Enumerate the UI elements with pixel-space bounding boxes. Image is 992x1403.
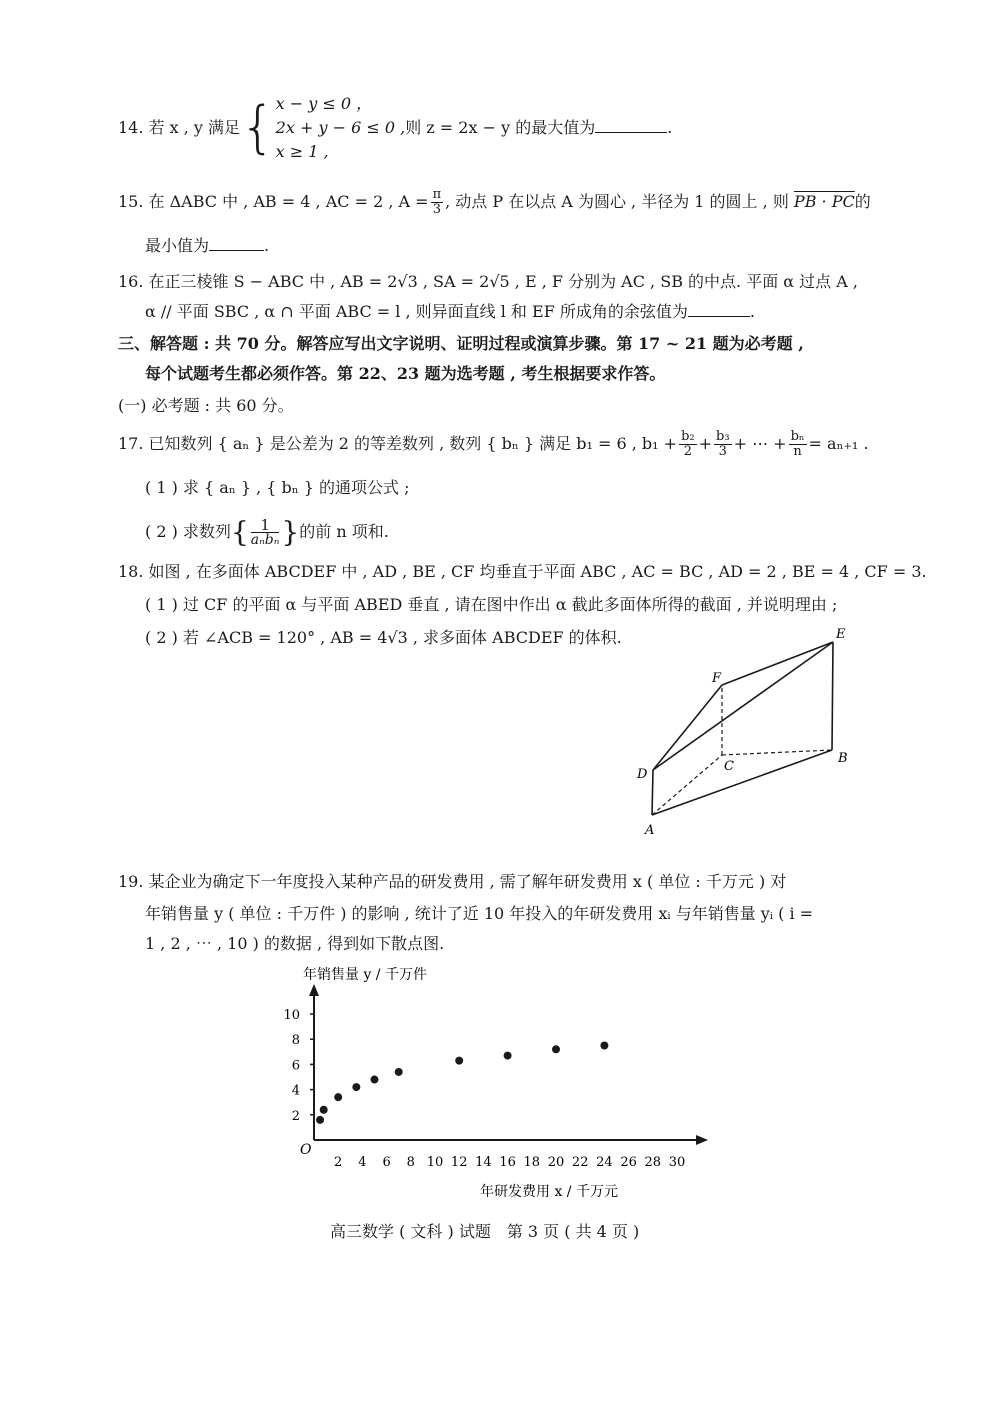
q17-frac-2 <box>714 430 732 459</box>
vertex-label-D: D <box>637 767 648 782</box>
x-axis-arrow-icon <box>696 1135 708 1145</box>
x-tick-label: 22 <box>571 1155 589 1170</box>
q14-stem: 14. 若 x , y 满足 <box>118 118 241 137</box>
x-tick-label: 8 <box>406 1155 415 1170</box>
question-17-part-1: ( 1 ) 求 { aₙ } , { bₙ } 的通项公式 ; <box>145 478 410 497</box>
q17-plus: + <box>698 434 713 453</box>
vertex-label-E: E <box>836 627 846 642</box>
y-tick-label: 6 <box>291 1058 300 1074</box>
x-tick-label: 30 <box>668 1155 686 1170</box>
q17-part-a: 17. 已知数列 { aₙ } 是公差为 2 的等差数列 , 数列 { bₙ } 满足 b₁ = 6 , b₁ + <box>118 434 678 453</box>
x-tick-label: 10 <box>426 1155 444 1170</box>
x-tick-label: 16 <box>499 1155 516 1170</box>
question-16-line1: 16. 在正三棱锥 S − ABC 中 , AB = 2√3 , SA = 2√5 , E , F 分别为 AC , SB 的中点. 平面 α 过点 A , <box>118 272 858 291</box>
q15-part-b: , 动点 P 在以点 A 为圆心 , 半径为 1 的圆上 , 则 <box>445 192 789 211</box>
scatter-point <box>552 1045 560 1053</box>
q14-end: . <box>667 118 673 137</box>
q17-frac-3 <box>789 430 807 459</box>
chart-origin-label: O <box>300 1142 312 1158</box>
q15-frac-den: 3 <box>432 202 441 217</box>
q17-eq: = aₙ₊₁ . <box>808 434 869 453</box>
y-tick-label: 8 <box>291 1033 300 1049</box>
q15-frac-num: π <box>432 187 442 202</box>
section-3-header-line2: 每个试题考生都必须作答。第 22、23 题为选考题 , 考生根据要求作答。 <box>145 364 666 383</box>
edge-BE <box>832 642 833 750</box>
answer-blank-15 <box>209 236 264 251</box>
polyhedron-figure <box>620 620 860 845</box>
scatter-point <box>455 1057 463 1065</box>
page-footer: 高三数学 ( 文科 ) 试题 第 3 页 ( 共 4 页 ) <box>330 1222 640 1241</box>
scatter-point <box>395 1068 403 1076</box>
x-tick-label: 2 <box>334 1155 343 1170</box>
q14-constraint-1: x − y ≤ 0 ， <box>275 94 373 113</box>
q17-p2-frac <box>251 518 280 547</box>
q15-end: . <box>264 236 270 255</box>
section-3-header: 三、解答题 : 共 70 分。解答应写出文字说明、证明过程或演算步骤。第 17 ~ 21 题为必考题 , <box>118 334 804 353</box>
brace-icon: { <box>240 95 276 160</box>
x-tick-label: 18 <box>523 1155 541 1170</box>
section-3-subheader: (一) 必考题 : 共 60 分。 <box>118 396 294 415</box>
q17-p2b: 的前 n 项和. <box>299 522 389 541</box>
chart-xlabel: 年研发费用 x / 千万元 <box>480 1184 618 1200</box>
scatter-point <box>504 1052 512 1060</box>
edge-CB-hidden <box>722 750 832 755</box>
q17-p2a: ( 2 ) 求数列 <box>145 522 231 541</box>
scatter-point <box>600 1042 608 1050</box>
q17-frac-1 <box>679 430 697 459</box>
q14-constraints <box>276 92 673 164</box>
question-15 <box>118 188 871 217</box>
answer-blank-16 <box>688 302 750 317</box>
q15-vector: PB · PC <box>793 192 855 211</box>
q15-fraction <box>431 188 444 217</box>
q15-line2: 最小值为 <box>145 236 210 255</box>
question-18-part-2: ( 2 ) 若 ∠ACB = 120° , AB = 4√3 , 求多面体 ABCDEF 的体积. <box>145 628 622 647</box>
set-brace-right-icon: } <box>281 515 300 549</box>
question-16-line2 <box>145 302 755 322</box>
x-tick-label: 24 <box>596 1155 613 1170</box>
q17-frac-2-num: b₃ <box>716 429 730 444</box>
q15-part-a: 15. 在 ΔABC 中 , AB = 4 , AC = 2 , A = <box>118 192 429 211</box>
question-14 <box>118 92 672 164</box>
scatter-chart <box>270 960 720 1210</box>
chart-ylabel: 年销售量 y / 千万件 <box>303 967 427 983</box>
vertex-label-B: B <box>838 751 848 766</box>
q17-frac-1-den: 2 <box>683 444 692 459</box>
scatter-point <box>371 1076 379 1084</box>
scatter-point <box>320 1106 328 1114</box>
question-19-line2: 年销售量 y ( 单位 : 千万件 ) 的影响 , 统计了近 10 年投入的年研发费用 xᵢ 与年销售量 yᵢ ( i = <box>145 904 814 923</box>
question-18-part-1: ( 1 ) 过 CF 的平面 α 与平面 ABED 垂直 , 请在图中作出 α 截此多面体所得的截面 , 并说明理由 ; <box>145 595 838 614</box>
question-15-line2 <box>145 236 269 256</box>
set-brace-left-icon: { <box>230 515 249 549</box>
vertex-label-F: F <box>712 671 722 686</box>
q17-dots: + ⋯ + <box>733 434 787 453</box>
edge-AB <box>652 750 832 815</box>
x-tick-label: 28 <box>644 1155 662 1170</box>
q14-constraint-2-text: 2x + y − 6 ≤ 0 , <box>275 118 406 137</box>
x-tick-label: 12 <box>450 1155 468 1170</box>
q15-part-c: 的 <box>854 192 871 211</box>
edge-FE <box>722 642 833 685</box>
q17-frac-1-num: b₂ <box>681 429 695 444</box>
question-18-line1: 18. 如图 , 在多面体 ABCDEF 中 , AD , BE , CF 均垂直于平面 ABC , AC = BC , AD = 2 , BE = 4 , CF = 3. <box>118 562 927 581</box>
y-tick-label: 2 <box>291 1108 300 1124</box>
scatter-point <box>316 1116 324 1124</box>
question-17 <box>118 430 869 459</box>
edge-AD <box>652 770 653 815</box>
q17-p2-num: 1 <box>251 518 280 533</box>
q14-constraint-3: x ≥ 1 , <box>275 142 329 161</box>
x-tick-label: 20 <box>547 1155 565 1170</box>
scatter-point <box>352 1083 360 1091</box>
y-tick-label: 10 <box>283 1008 300 1023</box>
q16-end: . <box>749 302 755 321</box>
q14-tail: 则 z = 2x − y 的最大值为 <box>405 118 596 137</box>
q17-frac-3-den: n <box>793 444 802 459</box>
scatter-point <box>334 1093 342 1101</box>
question-17-part-2 <box>145 515 389 549</box>
question-19-line3: 1 , 2 , ⋯ , 10 ) 的数据 , 得到如下散点图. <box>145 934 445 953</box>
answer-blank-14 <box>595 118 667 133</box>
vertex-label-C: C <box>724 759 734 774</box>
question-19-line1: 19. 某企业为确定下一年度投入某种产品的研发费用 , 需了解年研发费用 x ( 单位 : 千万元 ) 对 <box>118 872 787 891</box>
vertex-label-A: A <box>645 823 655 838</box>
x-tick-label: 4 <box>358 1155 367 1170</box>
q17-frac-3-num: bₙ <box>790 429 805 444</box>
q17-p2-den: aₙbₙ <box>250 532 280 548</box>
y-tick-label: 4 <box>291 1083 300 1099</box>
q14-constraint-2 <box>276 116 673 140</box>
x-tick-label: 14 <box>475 1155 492 1170</box>
y-axis-arrow-icon <box>309 984 319 996</box>
q17-frac-2-den: 3 <box>718 444 727 459</box>
x-tick-label: 26 <box>620 1155 637 1170</box>
x-tick-label: 6 <box>382 1155 391 1170</box>
q16-line2: α // 平面 SBC , α ∩ 平面 ABC = l , 则异面直线 l 和 EF 所成角的余弦值为 <box>145 302 688 321</box>
